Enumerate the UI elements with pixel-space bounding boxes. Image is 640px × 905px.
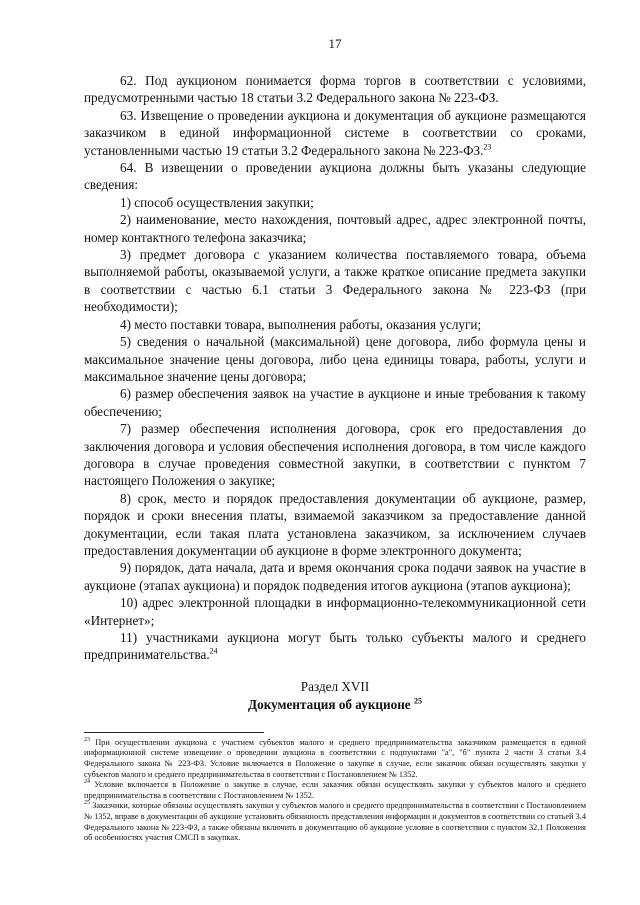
paragraph-text: 5) сведения о начальной (максимальной) цене договора, либо формула цены и максимальное значение цены договора, либо цена единицы товара, работы, услуги и максимальное значение цены договора; bbox=[84, 334, 586, 384]
footnote-text: При осуществлении аукциона с участием субъектов малого и среднего предпринимательства заказчиком размещается в единой информационной системе извещение о проведении аукциона в соответствии с подпунктами "а", "б" пункта 2 части 3 статьи 3.4 Федерального закона № 223-ФЗ. Условие включается в Положение о закупке в случае, если заказчик обязан осуществлять закупки у субъектов малого и среднего предпринимательства в соответствии с Постановлением № 1352. bbox=[84, 737, 587, 779]
footnote-ref[interactable]: 24 bbox=[209, 647, 218, 657]
footnotes bbox=[84, 738, 586, 844]
footnote-ref[interactable]: 25 bbox=[413, 696, 422, 706]
paragraph-text: 10) адрес электронной площадки в информационно-телекоммуникационной сети «Интернет»; bbox=[84, 595, 586, 628]
paragraph-text: 64. В извещении о проведении аукциона должны быть указаны следующие сведения: bbox=[84, 160, 586, 193]
section-heading-text: Документация об аукционе bbox=[248, 696, 411, 712]
paragraph-text: 8) срок, место и порядок предоставления документации об аукционе, размер, порядок и сроки внесения платы, взимаемой заказчиком за предоставление данной документации, если такая плата установлена заказчиком, за исключением случаев предоставления документации об аукционе в форме электронного документа; bbox=[84, 490, 586, 558]
paragraph bbox=[84, 107, 586, 159]
paragraph-text: 6) размер обеспечения заявок на участие в аукционе и иные требования к такому обеспечению; bbox=[84, 386, 586, 419]
paragraph-text: 1) способ осуществления закупки; bbox=[120, 194, 314, 210]
footnote bbox=[84, 738, 586, 780]
paragraph bbox=[84, 159, 586, 194]
paragraph-text: 3) предмет договора с указанием количества поставляемого товара, объема выполняемой работы, оказываемой услуги, а также краткое описание предмета закупки в соответствии с частью 6.1 статьи 3 Федерального закона № 223-ФЗ (при необходимости); bbox=[84, 247, 586, 315]
paragraph bbox=[84, 629, 586, 664]
section-label: Раздел XVII bbox=[300, 678, 370, 694]
footnote-text: Заказчики, которые обязаны осуществлять закупки у субъектов малого и среднего предпринимательства в соответствии с Постановлением № 1352, вправе в документации об аукционе установить обязанность представления информации и документов в соответствии со статьей 3.4 Федерального закона № 223-ФЗ, а также обязаны включить в документацию об аукционе условие в соответствии с пунктом 32.1 Положения об особенностях участия СМСП в закупках. bbox=[84, 801, 587, 843]
paragraph bbox=[84, 72, 586, 107]
paragraph bbox=[84, 559, 586, 594]
footnote-number: 23 bbox=[84, 737, 90, 744]
footnote bbox=[84, 780, 586, 801]
paragraph-text: 9) порядок, дата начала, дата и время окончания срока подачи заявок на участие в аукционе (этапах аукциона) и порядок подведения итогов аукциона (этапов аукциона); bbox=[84, 560, 586, 593]
paragraph bbox=[84, 594, 586, 629]
paragraph bbox=[84, 333, 586, 385]
footnote-ref[interactable]: 23 bbox=[483, 142, 492, 152]
paragraph bbox=[84, 246, 586, 316]
paragraph bbox=[84, 420, 586, 490]
paragraph bbox=[84, 490, 586, 560]
paragraph-text: 63. Извещение о проведении аукциона и документация об аукционе размещаются заказчиком в единой информационной системе в соответствии со сроками, установленными частью 19 статьи 3.2 Федерального закона № 223-ФЗ. bbox=[84, 107, 586, 158]
paragraph bbox=[84, 194, 586, 211]
body-text bbox=[84, 72, 586, 664]
section-heading bbox=[84, 696, 586, 714]
section-header bbox=[84, 678, 586, 714]
paragraph-text: 11) участниками аукциона могут быть только субъекты малого и среднего предпринимательства. bbox=[84, 630, 586, 663]
footnote-number: 25 bbox=[84, 800, 90, 807]
footnote-divider bbox=[84, 732, 264, 733]
paragraph-text: 4) место поставки товара, выполнения работы, оказания услуги; bbox=[120, 316, 482, 332]
page-number: 17 bbox=[328, 36, 342, 51]
paragraph bbox=[84, 385, 586, 420]
footnote-number: 24 bbox=[84, 779, 90, 786]
paragraph bbox=[84, 211, 586, 246]
paragraph-text: 62. Под аукционом понимается форма торгов в соответствии с условиями, предусмотренными частью 18 статьи 3.2 Федерального закона № 223-ФЗ. bbox=[84, 73, 586, 106]
footnote bbox=[84, 801, 586, 843]
paragraph-text: 7) размер обеспечения исполнения договора, срок его предоставления до заключения договора и условия обеспечения исполнения договора, в том числе каждого договора в случае проведения совместной закупки, в соответствии с пунктом 7 настоящего Положения о закупке; bbox=[84, 421, 586, 489]
footnote-text: Условие включается в Положение о закупке в случае, если заказчик обязан осуществлять закупки у субъектов малого и среднего предпринимательства в соответствии с Постановлением № 1352. bbox=[84, 780, 586, 800]
paragraph-text: 2) наименование, место нахождения, почтовый адрес, адрес электронной почты, номер контактного телефона заказчика; bbox=[84, 212, 586, 245]
paragraph bbox=[84, 316, 586, 333]
